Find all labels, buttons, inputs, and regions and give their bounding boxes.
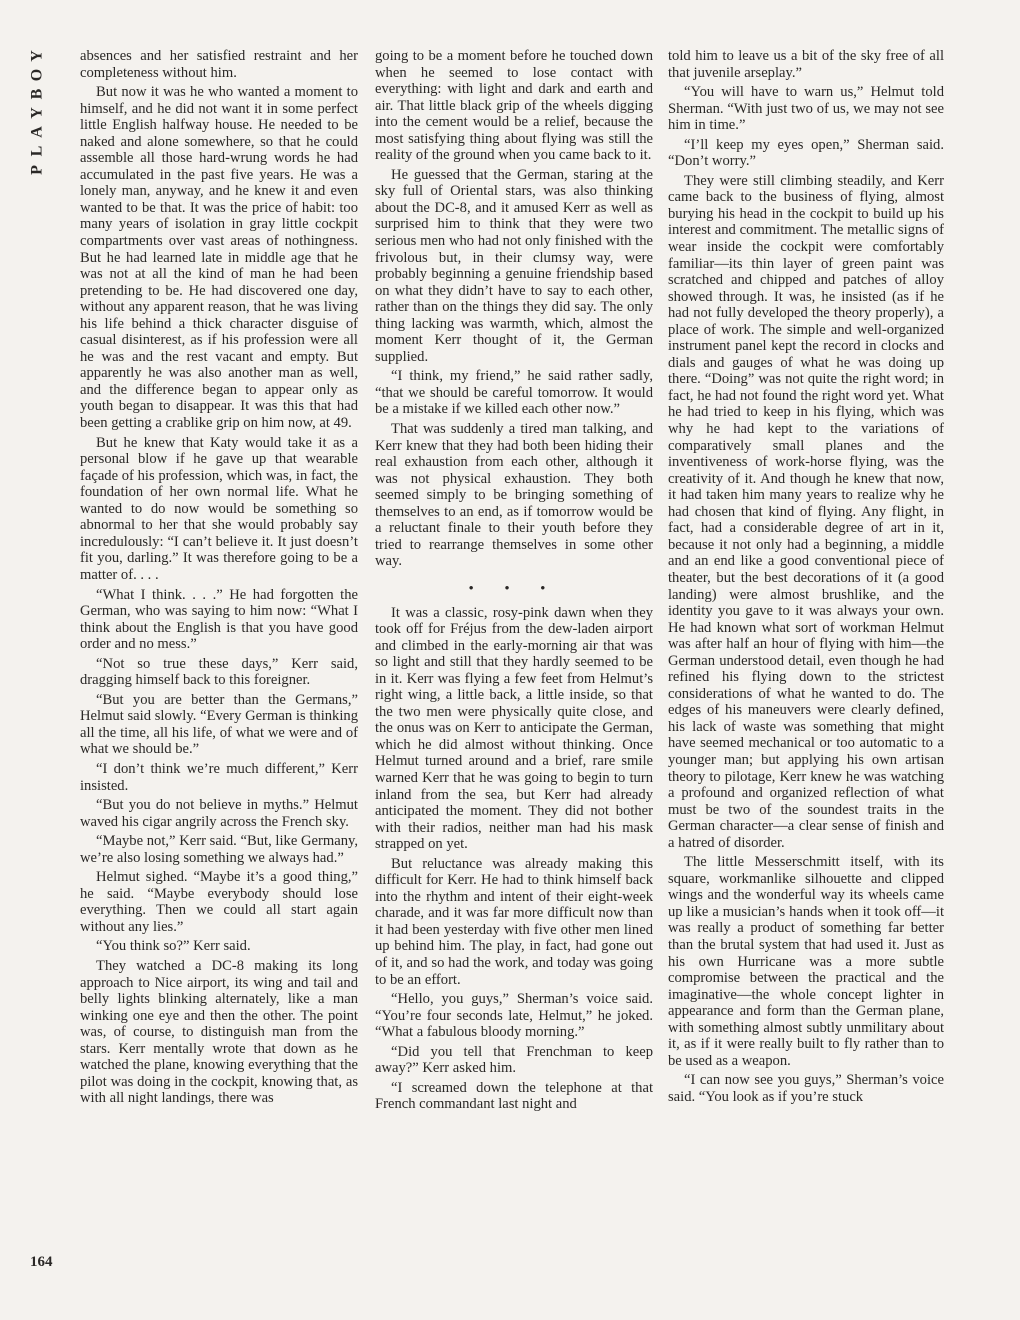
running-head-letter: Y [28, 49, 46, 62]
running-head [30, 46, 54, 179]
text-column-1 [80, 48, 358, 1107]
paragraph: But reluctance was already making this difficult for Kerr. He had to think himself back into the rhythm and intent of their eight-week charade, and it was far more difficult now than it had been yesterday with five other men lined up behind him. The play, in fact, had gone out of it, and so had the work, and today was going to be an effort. [375, 855, 653, 988]
paragraph: told him to leave us a bit of the sky free of all that juvenile arseplay.” [668, 48, 944, 81]
paragraph: “What I think. . . .” He had forgotten the German, who was saying to him now: “What I think about the English is that you have good order and no mess.” [80, 586, 358, 653]
paragraph: going to be a moment before he touched down when he seemed to lose contact with everything: with light and dark and earth and air. That little black grip of the wheels digging into the cement would be a relief, because the most satisfying thing about flying was still the reality of the ground when you came back to it. [375, 48, 653, 164]
paragraph: They were still climbing steadily, and Kerr came back to the business of flying, almost burying his head in the cockpit to build up his interest and commitment. The metallic signs of wear inside the cockpit were comfortably familiar—its thin layer of green paint was scratched and chipped and patches of alloy showed through. It was, he insisted (as if he had not fully developed the theory properly), a place of work. The simple and well-organized instrument panel kept the record in clocks and dials and gauges of what he was doing up there. “Doing” was not quite the right word; in fact, he had not found the right word yet. What he had tried to keep in his flying, which was why he had kept to the variations of comparatively small planes and the inventiveness of work-horse flying, was the creativity of it. And though he knew that now, it had taken him many years to realize why he had chosen that kind of flying. Any flight, in fact, had a considerable degree of art in it, because it not only had a beginning, a middle and an end like a good conventional piece of theater, but the best decorations of it (a good landing) were almost brushlike, and the identity you gave to it was always your own. He had known what sort of workman Helmut was after half an hour of flying with him—the German understood detail, even though he had refined his flying down to the strictest considerations of what he wanted to do. The edges of his maneuvers were clearly defined, his lack of waste was something that might have seemed mechanical or too automatic to a younger man; but applying his own artisan theory to pilotage, Kerr knew he was watching a profound and organized reflection of what must be two of the soundest traits in the German character—a clear sense of finish and a hatred of disorder. [668, 172, 944, 851]
paragraph: “I can now see you guys,” Sherman’s voice said. “You look as if you’re stuck [668, 1072, 944, 1105]
paragraph: But he knew that Katy would take it as a personal blow if he gave up that wearable façade of his profession, which was, in fact, the foundation of her own normal life. What he wanted to do now would be something so abnormal to her that she would probably say incredulously: “I can’t believe it. It just doesn’t fit you, darling.” It was therefore going to be a matter of. . . . [80, 434, 358, 583]
paragraph: It was a classic, rosy-pink dawn when they took off for Fréjus from the dew-laden airport and climbed in the early-morning air that was so light and still that they hardly seemed to be in it. Kerr was flying a few feet from Helmut’s right wing, a little back, a little inside, so that the two men were physically quite close, and the onus was on Kerr to anticipate the German, which he did almost without thinking. Once Helmut turned around and a brief, rare smile warned Kerr that he was going to begin to turn inland from the sea, but Kerr had already anticipated the moment. They did not bother with their radios, neither man had his mask strapped on yet. [375, 604, 653, 853]
paragraph: “I think, my friend,” he said rather sadly, “that we should be careful tomorrow. It would be a mistake if we killed each other now.” [375, 368, 653, 418]
paragraph: “Maybe not,” Kerr said. “But, like Germany, we’re also losing something we always had.” [80, 833, 358, 866]
text-column-2 [375, 48, 653, 1113]
running-head-letter: L [28, 144, 46, 157]
paragraph: He guessed that the German, staring at the sky full of Oriental stars, was also thinking about the DC-8, and it amused Kerr as well as surprised him to think that they were two serious men who had not only finished with the frivolous but, in their clumsy way, were probably beginning a genuine friendship based on what they didn’t have to say to each other, rather than on the things they did say. The only thing lacking was warmth, which, almost the moment Kerr thought of it, the German supplied. [375, 166, 653, 365]
paragraph: They watched a DC-8 making its long approach to Nice airport, its wing and tail and belly lights blinking alternately, like a man winking one eye and then the other. The point was, of course, to distinguish man from the stars. Kerr mentally wrote that down as he watched the plane, knowing everything that the pilot was doing in the cockpit, knowing that, as with all night landings, there was [80, 957, 358, 1107]
paragraph: “Not so true these days,” Kerr said, dragging himself back to this foreigner. [80, 655, 358, 689]
running-head-letter: A [28, 125, 46, 138]
paragraph: “I screamed down the telephone at that French commandant last night and [375, 1079, 653, 1113]
running-head-letter: B [28, 87, 46, 100]
text-column-3 [668, 48, 944, 1105]
page-number: 164 [30, 1254, 53, 1270]
section-break: • • • [468, 579, 560, 595]
paragraph: “I’ll keep my eyes open,” Sherman said. “Don’t worry.” [668, 136, 944, 170]
paragraph: That was suddenly a tired man talking, and Kerr knew that they had both been hiding their real exhaustion from each other, although it was not physical exhaustion. They both seemed simply to be bringing something of themselves to an end, as if tomorrow would be a reluctant finale to their youth before they tried to rearrange themselves in some other way. [375, 421, 653, 570]
paragraph: Helmut sighed. “Maybe it’s a good thing,” he said. “Maybe everybody should lose everything. Then we could all start again without any lies.” [80, 869, 358, 935]
running-head-letter: P [28, 164, 46, 175]
running-head-letter: O [28, 67, 46, 82]
paragraph: absences and her satisfied restraint and her completeness without him. [80, 48, 358, 81]
paragraph: “Did you tell that Frenchman to keep away?” Kerr asked him. [375, 1043, 653, 1077]
paragraph: “I don’t think we’re much different,” Kerr insisted. [80, 760, 358, 794]
paragraph: “But you do not believe in myths.” Helmut waved his cigar angrily across the French sky. [80, 797, 358, 830]
paragraph: “You will have to warn us,” Helmut told Sherman. “With just two of us, we may not see him in time.” [668, 84, 944, 134]
paragraph: “Hello, you guys,” Sherman’s voice said. “You’re four seconds late, Helmut,” he joked. “What a fabulous bloody morning.” [375, 991, 653, 1041]
paragraph: The little Messerschmitt itself, with its square, workmanlike silhouette and clipped wings and the wonderful way its wheels came up like a musician’s hands when it took off—it was really a product of something far better than the brutal system that had used it. Just as his own Hurricane was a more subtle compromise between the practical and the imaginative—the whole concept lighter in appearance and form than the German plane, with something almost subtly unmilitary about it, as if it were really built to fly rather than to be used as a weapon. [668, 854, 944, 1069]
paragraph: But now it was he who wanted a moment to himself, and he did not want it in some perfect little English halfway house. He needed to be naked and alone somewhere, so that he could assemble all those hard-wrung words he had accumulated in the past five years. He was a lonely man, anyway, and he knew it and even wanted to be that. It was the price of habit: too many years of isolation in gray little cockpit compartments over vast areas of nothingness. But he had learned late in middle age that he was not at all the kind of man he had been pretending to be. He had discovered one day, without any apparent reason, that he was living his life behind a thick character disguise of casual disinterest, as if his profession were all he was and the rest vacant and empty. But apparently he was also another man as well, and the difference began to appear only as youth began to disappear. It was this that had been getting a crablike grip on him now, at 49. [80, 84, 358, 432]
paragraph: “But you are better than the Germans,” Helmut said slowly. “Every German is thinking all the time, all his life, of what we were and of what we should be.” [80, 691, 358, 758]
paragraph: “You think so?” Kerr said. [96, 938, 251, 955]
running-head-letter: Y [28, 106, 46, 119]
